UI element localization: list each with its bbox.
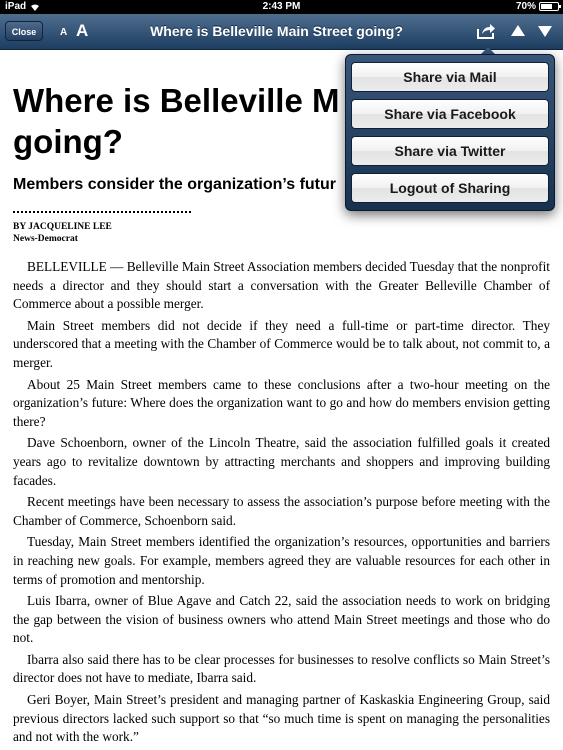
status-bar-right <box>516 1 559 12</box>
arrow-down-icon[interactable] <box>538 26 552 37</box>
share-via-twitter-button[interactable]: Share via Twitter <box>351 136 549 166</box>
close-button[interactable]: Close <box>5 21 43 41</box>
battery-icon <box>539 2 559 11</box>
paragraph: Dave Schoenborn, owner of the Lincoln Theatre, said the association fulfilled goals it created years ago to revitalize downtown by attracting merchants and shoppers and improving building facades. <box>13 435 550 488</box>
share-icon[interactable] <box>476 22 496 40</box>
arrow-up-icon[interactable] <box>511 25 525 36</box>
battery-percent: 70% <box>515 1 536 12</box>
share-via-mail-button[interactable]: Share via Mail <box>351 62 549 92</box>
headline-line-1: Where is Belleville M <box>13 82 340 119</box>
share-popover <box>345 54 555 211</box>
paragraph: Ibarra also said there has to be clear processes for businesses to resolve conflicts so Main Street’s director does not have to mediate, Ibarra said. <box>13 651 550 686</box>
paragraph: BELLEVILLE — Belleville Main Street Association members decided Tuesday that the nonprofit needs a director and they should start a conversation with the Greater Belleville Chamber of Commerce about a possible merger. <box>13 259 550 312</box>
dotted-divider <box>13 211 191 213</box>
share-via-facebook-button[interactable]: Share via Facebook <box>351 99 549 129</box>
paragraph: Geri Boyer, Main Street’s president and managing partner of Kaskaskia Engineering Group, said previous directors lacked such support so that “so much time is spent on managing the personalities and not with the work.” <box>13 692 550 745</box>
paragraph: Tuesday, Main Street members identified the organization’s resources, opportunities and barriers in reaching new goals. For example, members agreed they are valuable resources for each other in terms of promotion and mentorship. <box>13 534 550 587</box>
publication-name: News-Democrat <box>13 234 78 244</box>
paragraph: About 25 Main Street members came to these conclusions after a two-hour meeting on the organization’s future: Where does the organization want to go and how do members envision getting there? <box>13 376 550 429</box>
toolbar-title: Where is Belleville Main Street going? <box>150 23 403 39</box>
article-subhead: Members consider the organization’s futur <box>13 176 337 193</box>
status-bar <box>0 0 563 14</box>
status-time: 2:43 PM <box>262 1 301 12</box>
paragraph: Recent meetings have been necessary to assess the association’s purpose before meeting with the Chamber of Commerce, Schoenborn said. <box>13 494 550 528</box>
reader-toolbar <box>0 14 563 50</box>
byline: BY JACQUELINE LEE <box>13 222 112 232</box>
increase-font-button[interactable]: A <box>76 21 89 40</box>
article-body <box>13 258 550 747</box>
decrease-font-button[interactable]: A <box>60 27 68 38</box>
headline-line-2: going? <box>13 123 123 160</box>
logout-of-sharing-button[interactable]: Logout of Sharing <box>351 173 549 203</box>
paragraph: Luis Ibarra, owner of Blue Agave and Catch 22, said the association needs to work on bridging the gap between the vision of business owners who attend Main Street meetings and those who do not. <box>13 593 550 646</box>
device-name: iPad <box>5 1 27 12</box>
paragraph: Main Street members did not decide if they need a full-time or part-time director. They underscored that a meeting with the Chamber of Commerce would be to talk about, not commit to, a merger. <box>13 317 550 370</box>
